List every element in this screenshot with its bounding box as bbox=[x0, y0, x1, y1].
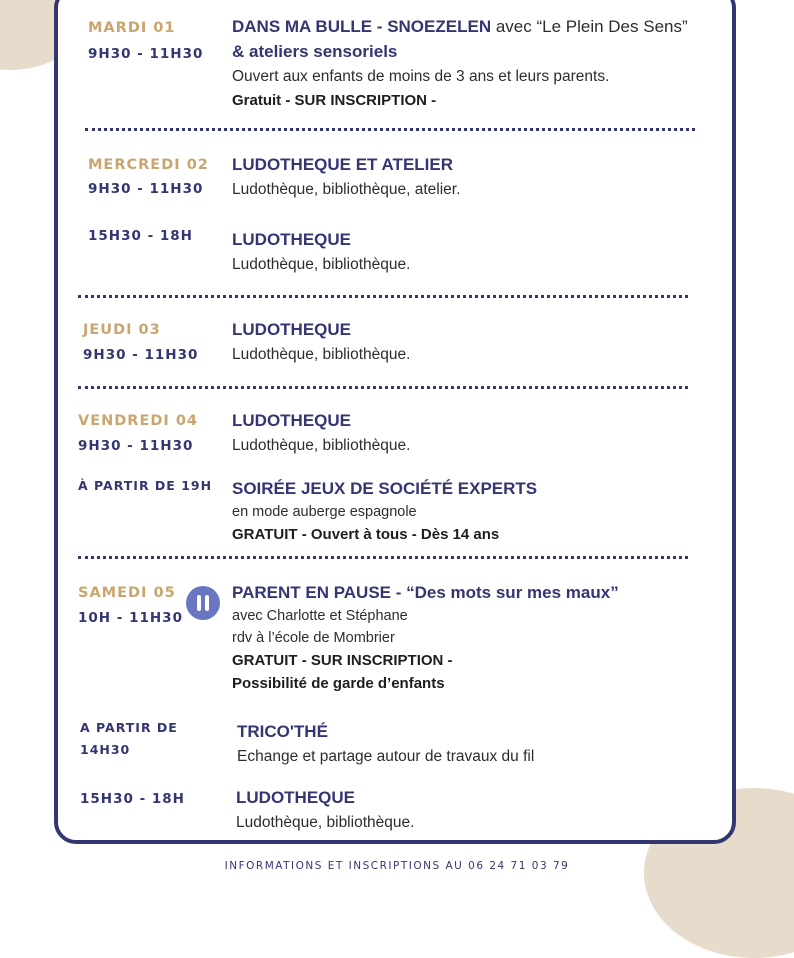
day-label-jeudi: JEUDI 03 bbox=[83, 322, 161, 338]
day-label-mardi: MARDI 01 bbox=[88, 20, 176, 36]
time-mercredi-2: 15H30 - 18H bbox=[88, 228, 193, 244]
event-note-samedi-1a: GRATUIT - SUR INSCRIPTION - bbox=[232, 652, 453, 669]
time-samedi-2b: 14H30 bbox=[80, 742, 131, 757]
event-desc-vendredi-1: Ludothèque, bibliothèque. bbox=[232, 437, 411, 454]
time-samedi-1: 10H - 11H30 bbox=[78, 610, 183, 626]
event-title-text: DANS MA BULLE - SNOEZELEN bbox=[232, 17, 492, 36]
event-desc-mercredi-2: Ludothèque, bibliothèque. bbox=[232, 256, 411, 273]
time-samedi-3: 15H30 - 18H bbox=[80, 791, 185, 807]
event-desc-jeudi: Ludothèque, bibliothèque. bbox=[232, 346, 411, 363]
event-title-soiree-jeux: SOIRÉE JEUX DE SOCIÉTÉ EXPERTS bbox=[232, 479, 538, 498]
day-label-samedi: SAMEDI 05 bbox=[78, 585, 176, 601]
pause-icon bbox=[186, 586, 220, 620]
separator-3 bbox=[78, 386, 688, 389]
event-title-ludotheque-mercredi: LUDOTHEQUE bbox=[232, 230, 351, 249]
event-desc-samedi-3: Ludothèque, bibliothèque. bbox=[236, 814, 415, 831]
event-desc-mercredi-1: Ludothèque, bibliothèque, atelier. bbox=[232, 181, 461, 198]
event-title-ludotheque-atelier: LUDOTHEQUE ET ATELIER bbox=[232, 155, 453, 174]
event-desc-samedi-1a: avec Charlotte et Stéphane bbox=[232, 608, 408, 624]
event-title-ludotheque-samedi: LUDOTHEQUE bbox=[236, 788, 355, 807]
separator-1 bbox=[85, 128, 695, 131]
event-title-parent-en-pause: PARENT EN PAUSE - “Des mots sur mes maux” bbox=[232, 583, 619, 602]
event-title-suffix: avec “Le Plein Des Sens” bbox=[495, 17, 688, 36]
event-title-snoezelen bbox=[232, 17, 688, 37]
day-label-vendredi: VENDREDI 04 bbox=[78, 413, 199, 429]
event-title-tricothe: TRICO'THÉ bbox=[237, 722, 328, 741]
event-desc-samedi-2: Echange et partage autour de travaux du fil bbox=[237, 748, 535, 765]
event-note-mardi: Gratuit - SUR INSCRIPTION - bbox=[232, 92, 437, 109]
separator-4 bbox=[78, 556, 688, 559]
day-label-mercredi: MERCREDI 02 bbox=[88, 157, 209, 173]
time-jeudi: 9H30 - 11H30 bbox=[83, 347, 199, 363]
event-title-line2: & ateliers sensoriels bbox=[232, 42, 398, 61]
separator-2 bbox=[78, 295, 688, 298]
event-note-samedi-1b: Possibilité de garde d’enfants bbox=[232, 675, 445, 692]
time-samedi-2a: A PARTIR DE bbox=[80, 720, 178, 735]
event-title-ludotheque-vendredi: LUDOTHEQUE bbox=[232, 411, 351, 430]
event-desc-mardi: Ouvert aux enfants de moins de 3 ans et leurs parents. bbox=[232, 68, 610, 85]
event-note-vendredi: GRATUIT - Ouvert à tous - Dès 14 ans bbox=[232, 526, 500, 543]
footer-info: INFORMATIONS ET INSCRIPTIONS AU 06 24 71 03 79 bbox=[224, 860, 570, 872]
event-desc-samedi-1b: rdv à l’école de Mombrier bbox=[232, 630, 395, 646]
time-vendredi-1: 9H30 - 11H30 bbox=[78, 438, 194, 454]
time-mardi: 9H30 - 11H30 bbox=[88, 46, 204, 62]
pause-bar-left bbox=[197, 595, 201, 611]
time-mercredi-1: 9H30 - 11H30 bbox=[88, 181, 204, 197]
pause-bar-right bbox=[205, 595, 209, 611]
time-vendredi-2: À PARTIR DE 19H bbox=[78, 478, 213, 493]
event-desc-vendredi-2: en mode auberge espagnole bbox=[232, 504, 417, 520]
event-title-ludotheque-jeudi: LUDOTHEQUE bbox=[232, 320, 351, 339]
